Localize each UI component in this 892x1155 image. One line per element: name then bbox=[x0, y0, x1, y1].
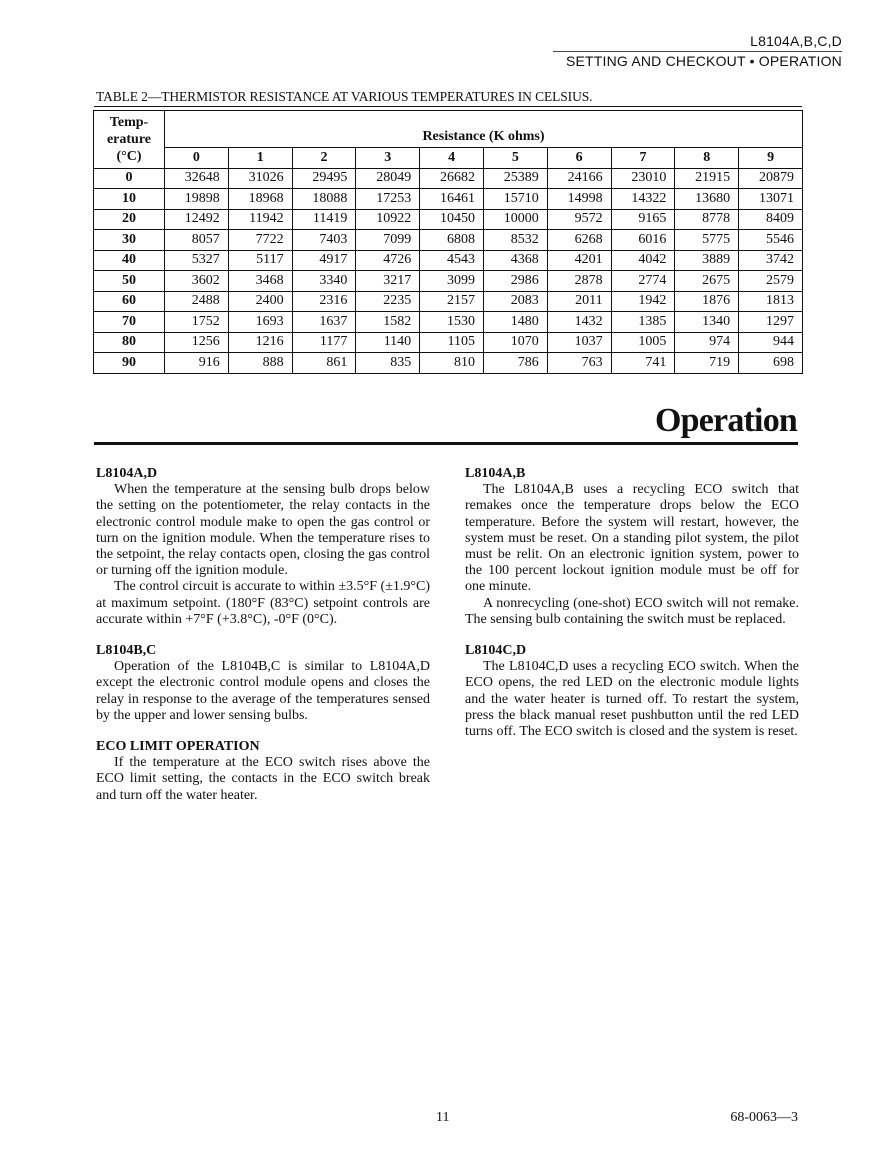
column-header-9: 9 bbox=[739, 148, 803, 169]
column-header-8: 8 bbox=[675, 148, 739, 169]
resistance-cell: 1005 bbox=[611, 332, 675, 353]
resistance-cell: 5546 bbox=[739, 230, 803, 251]
resistance-cell: 19898 bbox=[165, 189, 229, 210]
resistance-cell: 14998 bbox=[547, 189, 611, 210]
resistance-cell: 26682 bbox=[420, 168, 484, 189]
resistance-cell: 10450 bbox=[420, 209, 484, 230]
heading-l8104ab: L8104A,B bbox=[465, 466, 526, 481]
column-header-3: 3 bbox=[356, 148, 420, 169]
resistance-cell: 3742 bbox=[739, 250, 803, 271]
resistance-cell: 13071 bbox=[739, 189, 803, 210]
row-temperature: 90 bbox=[94, 353, 165, 374]
resistance-cell: 719 bbox=[675, 353, 739, 374]
resistance-cell: 1385 bbox=[611, 312, 675, 333]
resistance-cell: 1813 bbox=[739, 291, 803, 312]
resistance-cell: 698 bbox=[739, 353, 803, 374]
resistance-cell: 16461 bbox=[420, 189, 484, 210]
resistance-cell: 1297 bbox=[739, 312, 803, 333]
resistance-cell: 1693 bbox=[228, 312, 292, 333]
resistance-cell: 32648 bbox=[165, 168, 229, 189]
resistance-cell: 1256 bbox=[165, 332, 229, 353]
resistance-cell: 2986 bbox=[483, 271, 547, 292]
header-model: L8104A,B,C,D bbox=[750, 33, 842, 49]
header-rule bbox=[553, 51, 842, 52]
paragraph-l8104ab-2: A nonrecycling (one-shot) ECO switch will not remake. The sensing bulb containing the switch must be replaced. bbox=[465, 595, 799, 627]
resistance-cell: 786 bbox=[483, 353, 547, 374]
table-caption-rule bbox=[94, 106, 802, 107]
resistance-cell: 3889 bbox=[675, 250, 739, 271]
paragraph-l8104ad-2: The control circuit is accurate to within ±3.5°F (±1.9°C) at maximum setpoint. (180°F (83°C) setpoint controls are accurate within +7°F (+3.8°C), -0°F (0°C). bbox=[96, 579, 430, 627]
resistance-cell: 4042 bbox=[611, 250, 675, 271]
resistance-cell: 5327 bbox=[165, 250, 229, 271]
resistance-cell: 25389 bbox=[483, 168, 547, 189]
resistance-cell: 2083 bbox=[483, 291, 547, 312]
temperature-header-line1: Temp- bbox=[109, 114, 149, 130]
resistance-cell: 4726 bbox=[356, 250, 420, 271]
resistance-cell: 8778 bbox=[675, 209, 739, 230]
page-number: 11 bbox=[436, 1110, 450, 1125]
operation-title-rule bbox=[94, 442, 798, 445]
resistance-cell: 741 bbox=[611, 353, 675, 374]
resistance-cell: 1637 bbox=[292, 312, 356, 333]
resistance-cell: 21915 bbox=[675, 168, 739, 189]
table-row bbox=[94, 250, 803, 271]
resistance-cell: 4543 bbox=[420, 250, 484, 271]
table-row bbox=[94, 353, 803, 374]
row-temperature: 70 bbox=[94, 312, 165, 333]
row-temperature: 20 bbox=[94, 209, 165, 230]
resistance-cell: 1105 bbox=[420, 332, 484, 353]
column-header-7: 7 bbox=[611, 148, 675, 169]
temperature-header bbox=[94, 111, 165, 169]
resistance-cell: 1530 bbox=[420, 312, 484, 333]
resistance-cell: 24166 bbox=[547, 168, 611, 189]
column-header-1: 1 bbox=[228, 148, 292, 169]
resistance-cell: 1070 bbox=[483, 332, 547, 353]
row-temperature: 30 bbox=[94, 230, 165, 251]
column-header-5: 5 bbox=[483, 148, 547, 169]
resistance-cell: 1876 bbox=[675, 291, 739, 312]
resistance-cell: 7099 bbox=[356, 230, 420, 251]
row-temperature: 10 bbox=[94, 189, 165, 210]
row-temperature: 0 bbox=[94, 168, 165, 189]
paragraph-l8104ab-1: The L8104A,B uses a recycling ECO switch that remakes once the temperature drops below the ECO temperature. Before the system will restart, however, the system must be reset. On a standing pilot system, the pilot must be relit. On an electronic ignition system, power to the 100 percent lockout ignition module must be off for one minute. bbox=[465, 482, 799, 595]
resistance-cell: 1432 bbox=[547, 312, 611, 333]
column-header-4: 4 bbox=[420, 148, 484, 169]
left-column bbox=[96, 466, 430, 804]
resistance-cell: 3217 bbox=[356, 271, 420, 292]
resistance-cell: 2400 bbox=[228, 291, 292, 312]
resistance-cell: 9572 bbox=[547, 209, 611, 230]
resistance-cell: 13680 bbox=[675, 189, 739, 210]
table-body bbox=[94, 168, 803, 373]
row-temperature: 50 bbox=[94, 271, 165, 292]
resistance-cell: 29495 bbox=[292, 168, 356, 189]
resistance-cell: 8532 bbox=[483, 230, 547, 251]
table-row bbox=[94, 312, 803, 333]
temperature-header-line2: erature bbox=[106, 131, 152, 147]
resistance-cell: 2157 bbox=[420, 291, 484, 312]
resistance-cell: 15710 bbox=[483, 189, 547, 210]
resistance-cell: 4201 bbox=[547, 250, 611, 271]
operation-title: Operation bbox=[654, 402, 797, 439]
column-header-2: 2 bbox=[292, 148, 356, 169]
resistance-cell: 6268 bbox=[547, 230, 611, 251]
resistance-cell: 944 bbox=[739, 332, 803, 353]
resistance-cell: 1177 bbox=[292, 332, 356, 353]
resistance-cell: 8409 bbox=[739, 209, 803, 230]
resistance-cell: 7403 bbox=[292, 230, 356, 251]
resistance-cell: 17253 bbox=[356, 189, 420, 210]
resistance-cell: 5775 bbox=[675, 230, 739, 251]
heading-eco-limit: ECO LIMIT OPERATION bbox=[96, 739, 260, 755]
paragraph-l8104ad-1: When the temperature at the sensing bulb drops below the setting on the potentiometer, the relay contacts in the electronic control module make to open the gas control or turn on the ignition module. When the temperature rises to the setpoint, the relay contacts open, closing the gas control or turning off the ignition module. bbox=[96, 482, 430, 579]
resistance-cell: 9165 bbox=[611, 209, 675, 230]
resistance-cell: 31026 bbox=[228, 168, 292, 189]
heading-l8104bc: L8104B,C bbox=[96, 643, 157, 659]
resistance-cell: 974 bbox=[675, 332, 739, 353]
resistance-cell: 10000 bbox=[483, 209, 547, 230]
table-row bbox=[94, 209, 803, 230]
resistance-cell: 18088 bbox=[292, 189, 356, 210]
heading-l8104cd: L8104C,D bbox=[465, 643, 527, 659]
resistance-cell: 2316 bbox=[292, 291, 356, 312]
resistance-cell: 6808 bbox=[420, 230, 484, 251]
resistance-cell: 810 bbox=[420, 353, 484, 374]
paragraph-l8104bc-1: Operation of the L8104B,C is similar to L8104A,D except the electronic control module opens and closes the relay in response to the average of the temperatures sensed by the upper and lower sensing bulbs. bbox=[96, 659, 430, 723]
resistance-cell: 1582 bbox=[356, 312, 420, 333]
row-temperature: 80 bbox=[94, 332, 165, 353]
resistance-cell: 18968 bbox=[228, 189, 292, 210]
resistance-cell: 2579 bbox=[739, 271, 803, 292]
resistance-cell: 28049 bbox=[356, 168, 420, 189]
resistance-cell: 1037 bbox=[547, 332, 611, 353]
table-row bbox=[94, 168, 803, 189]
resistance-cell: 3468 bbox=[228, 271, 292, 292]
document-number: 68-0063—3 bbox=[730, 1110, 798, 1125]
resistance-cell: 2878 bbox=[547, 271, 611, 292]
resistance-cell: 10922 bbox=[356, 209, 420, 230]
resistance-cell: 12492 bbox=[165, 209, 229, 230]
resistance-cell: 20879 bbox=[739, 168, 803, 189]
resistance-cell: 2011 bbox=[547, 291, 611, 312]
resistance-cell: 1340 bbox=[675, 312, 739, 333]
resistance-cell: 763 bbox=[547, 353, 611, 374]
resistance-cell: 1942 bbox=[611, 291, 675, 312]
column-header-0: 0 bbox=[165, 148, 229, 169]
resistance-cell: 835 bbox=[356, 353, 420, 374]
resistance-cell: 916 bbox=[165, 353, 229, 374]
header-section: SETTING AND CHECKOUT • OPERATION bbox=[565, 53, 842, 69]
resistance-cell: 3602 bbox=[165, 271, 229, 292]
resistance-cell: 14322 bbox=[611, 189, 675, 210]
table-row bbox=[94, 189, 803, 210]
heading-l8104ad: L8104A,D bbox=[96, 466, 158, 481]
table-row bbox=[94, 271, 803, 292]
resistance-cell: 3099 bbox=[420, 271, 484, 292]
resistance-cell: 7722 bbox=[228, 230, 292, 251]
resistance-cell: 861 bbox=[292, 353, 356, 374]
resistance-cell: 1216 bbox=[228, 332, 292, 353]
resistance-cell: 1480 bbox=[483, 312, 547, 333]
resistance-cell: 888 bbox=[228, 353, 292, 374]
resistance-cell: 5117 bbox=[228, 250, 292, 271]
resistance-cell: 2675 bbox=[675, 271, 739, 292]
resistance-header: Resistance (K ohms) bbox=[165, 111, 803, 148]
table-row bbox=[94, 291, 803, 312]
column-header-row bbox=[94, 148, 803, 169]
resistance-cell: 8057 bbox=[165, 230, 229, 251]
resistance-cell: 11419 bbox=[292, 209, 356, 230]
table-caption: TABLE 2—THERMISTOR RESISTANCE AT VARIOUS TEMPERATURES IN CELSIUS. bbox=[96, 89, 593, 104]
resistance-cell: 3340 bbox=[292, 271, 356, 292]
paragraph-l8104cd-1: The L8104C,D uses a recycling ECO switch. When the ECO opens, the red LED on the electronic module lights and the water heater is turned off. To restart the system, press the black manual reset pushbutton until the red LED turns off. The ECO switch is closed and the system is reset. bbox=[465, 659, 799, 740]
right-column bbox=[465, 466, 799, 740]
resistance-cell: 1140 bbox=[356, 332, 420, 353]
column-header-6: 6 bbox=[547, 148, 611, 169]
resistance-cell: 23010 bbox=[611, 168, 675, 189]
resistance-cell: 4917 bbox=[292, 250, 356, 271]
resistance-cell: 2774 bbox=[611, 271, 675, 292]
resistance-cell: 4368 bbox=[483, 250, 547, 271]
temperature-header-line3: (°C) bbox=[116, 148, 142, 164]
row-temperature: 60 bbox=[94, 291, 165, 312]
thermistor-table bbox=[93, 110, 803, 374]
paragraph-eco-limit-1: If the temperature at the ECO switch rises above the ECO limit setting, the contacts in the ECO switch break and turn off the water heater. bbox=[96, 755, 430, 803]
row-temperature: 40 bbox=[94, 250, 165, 271]
table-row bbox=[94, 230, 803, 251]
resistance-cell: 2235 bbox=[356, 291, 420, 312]
resistance-cell: 6016 bbox=[611, 230, 675, 251]
resistance-cell: 2488 bbox=[165, 291, 229, 312]
resistance-cell: 11942 bbox=[228, 209, 292, 230]
table-row bbox=[94, 332, 803, 353]
resistance-cell: 1752 bbox=[165, 312, 229, 333]
